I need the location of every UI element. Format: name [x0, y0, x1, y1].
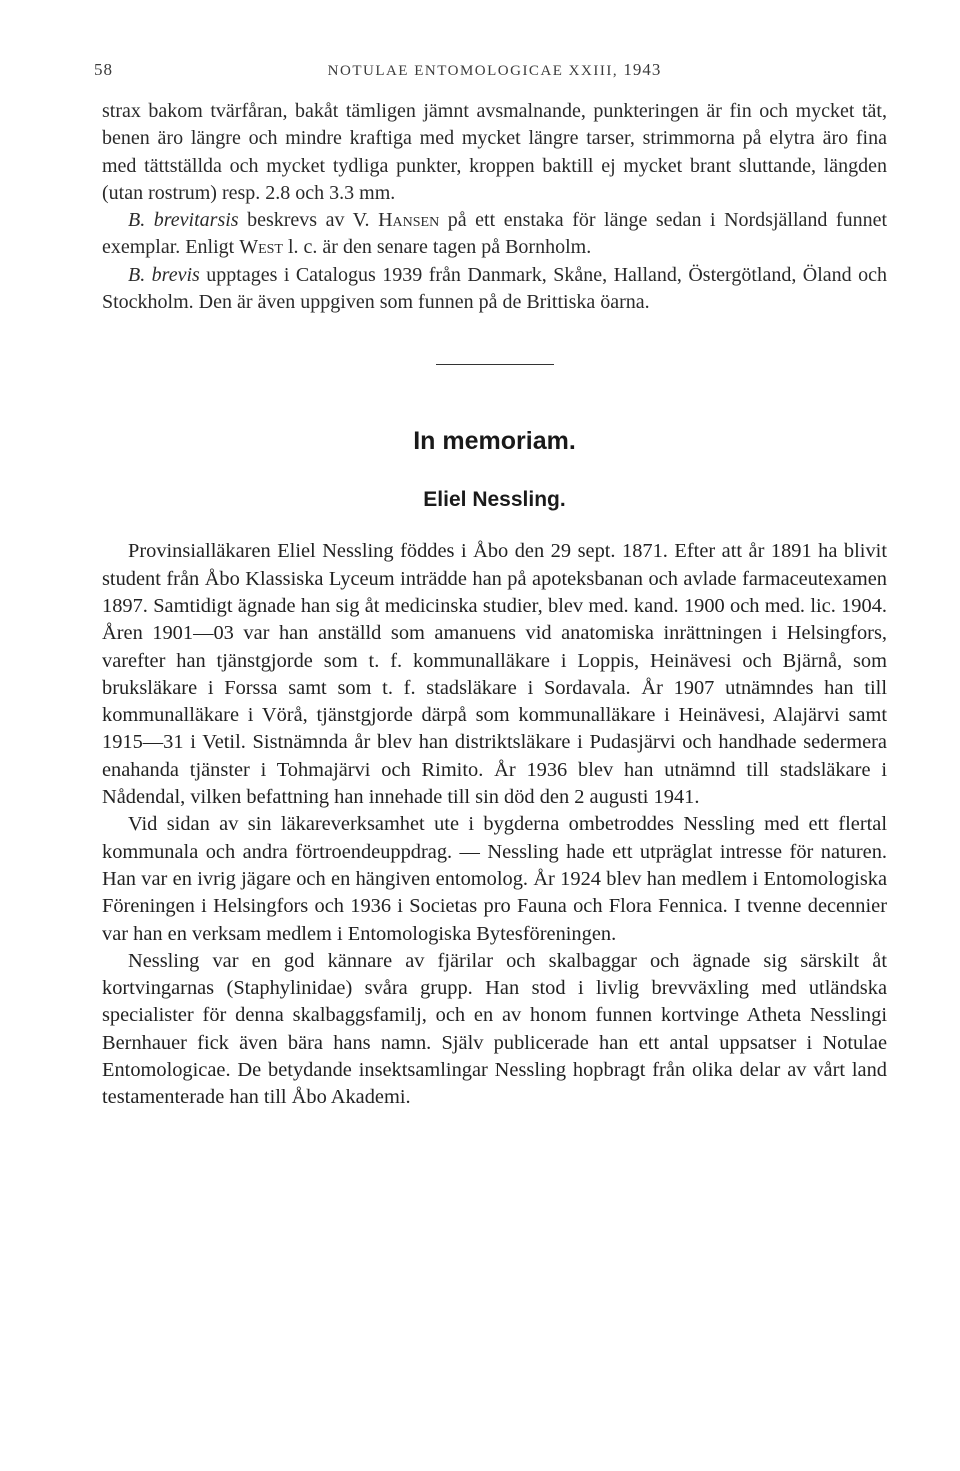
memoriam-paragraph-1: Provinsialläkaren Eliel Nessling föddes i Åbo den 29 sept. 1871. Efter att år 1891 ha blivit student från Åbo Klassiska Lyceum inträdde han på apoteksbanan och avlade farmaceutexamen 1897. Samtidigt ägnade han sig åt medicinska studier, blev med. kand. 1900 och med. lic. 1904. Åren 1901—03 var han anställd som amanuens vid anatomiska inrättningen i Helsingfors, varefter han tjänstgjorde som t. f. kommunalläkare i Loppis, Heinävesi och Bjärnå, som bruksläkare i Forssa samt som t. f. stadsläkare i Sordavala. År 1907 utnämndes han till kommunalläkare i Vörå, tjänstgjorde därpå som kommunalläkare i Heinävesi, Alajärvi samt 1915—31 i Vetil. Sistnämnda år blev han distriktsläkare i Pudasjärvi och handhade sedermera enahanda tjänster i Tohmajärvi och Rimito. År 1936 blev han utnämnd till stadsläkare i Nådendal, vilken befattning han innehade till sin död den 2 augusti 1941. [102, 540, 887, 809]
document-page [94, 52, 888, 1112]
section-divider [436, 364, 554, 365]
article-paragraph-3-text: upptages i Catalogus 1939 från Danmark, Skåne, Halland, Östergötland, Öland och Stockholm. Den är även uppgiven som funnen på de Brittiska öarna. [102, 263, 887, 314]
article-paragraph-1 [102, 98, 887, 207]
journal-name: NOTULAE ENTOMOLOGICAE XXIII, [327, 63, 619, 79]
article-paragraph-1-text: strax bakom tvärfåran, bakåt tämligen jämnt avsmalnande, punkteringen är fin och mycket tät, benen äro längre och mindre kraftiga med mycket längre tarser, strimmorna på elytra äro fina med tättställda och mycket tydliga punkter, kroppen baktill ej mycket brant sluttande, längden (utan rostrum) resp. 2.8 och 3.3 mm. [102, 100, 887, 204]
species-name-brevis: B. brevis [128, 263, 200, 286]
author-name-west: West [239, 236, 283, 259]
article-paragraph-2-text-a: beskrevs av V. [238, 209, 379, 232]
page-number: 58 [94, 60, 113, 79]
author-name-hansen: Hansen [378, 209, 440, 232]
species-name-brevitarsis: B. brevitarsis [128, 209, 239, 232]
article-paragraph-2-text-b: på ett enstaka för länge sedan i Nordsjälland funnet exemplar. Enligt [102, 209, 888, 259]
memoriam-paragraph-2: Vid sidan av sin läkareverksamhet ute i bygderna ombetroddes Nessling med ett flertal kommunala och andra förtroendeuppdrag. — Nessling hade ett utpräglat intresse för naturen. Han var en ivrig jägare och en hängiven entomolog. År 1924 blev han medlem i Entomologiska Föreningen i Helsingfors och 1936 i Societas pro Fauna och Flora Fennica. I tvenne decennier var han en verksam medlem i Entomologiska Bytesföreningen. [102, 813, 887, 945]
memoriam-body [102, 538, 887, 1111]
memoriam-paragraph-3: Nessling var en god kännare av fjärilar och skalbaggar och ägnade sig särskilt åt kortvingarnas (Staphylinidae) svåra grupp. Han stod i livlig brevväxling med utländska specialister för denna skalbaggsfamilj, och en av honom funnen kortvinge Atheta Nesslingi Bernhauer fick även bära hans namn. Själv publicerade han ett antal uppsatser i Notulae Entomologicae. De betydande insektsamlingar Nessling hopbragt från olika delar av vårt land testamenterade han till Åbo Akademi. [102, 949, 887, 1109]
article-paragraph-2 [102, 207, 887, 262]
running-head [94, 52, 887, 92]
journal-year: 1943 [623, 60, 662, 79]
article-paragraph-3 [102, 262, 887, 317]
article-paragraph-2-text-c: l. c. är den senare tagen på Bornholm. [282, 236, 592, 259]
journal-title [102, 60, 887, 80]
article-continuation [102, 98, 887, 316]
memoriam-name: Eliel Nessling. [423, 488, 566, 512]
memoriam-title: In memoriam. [413, 427, 576, 456]
